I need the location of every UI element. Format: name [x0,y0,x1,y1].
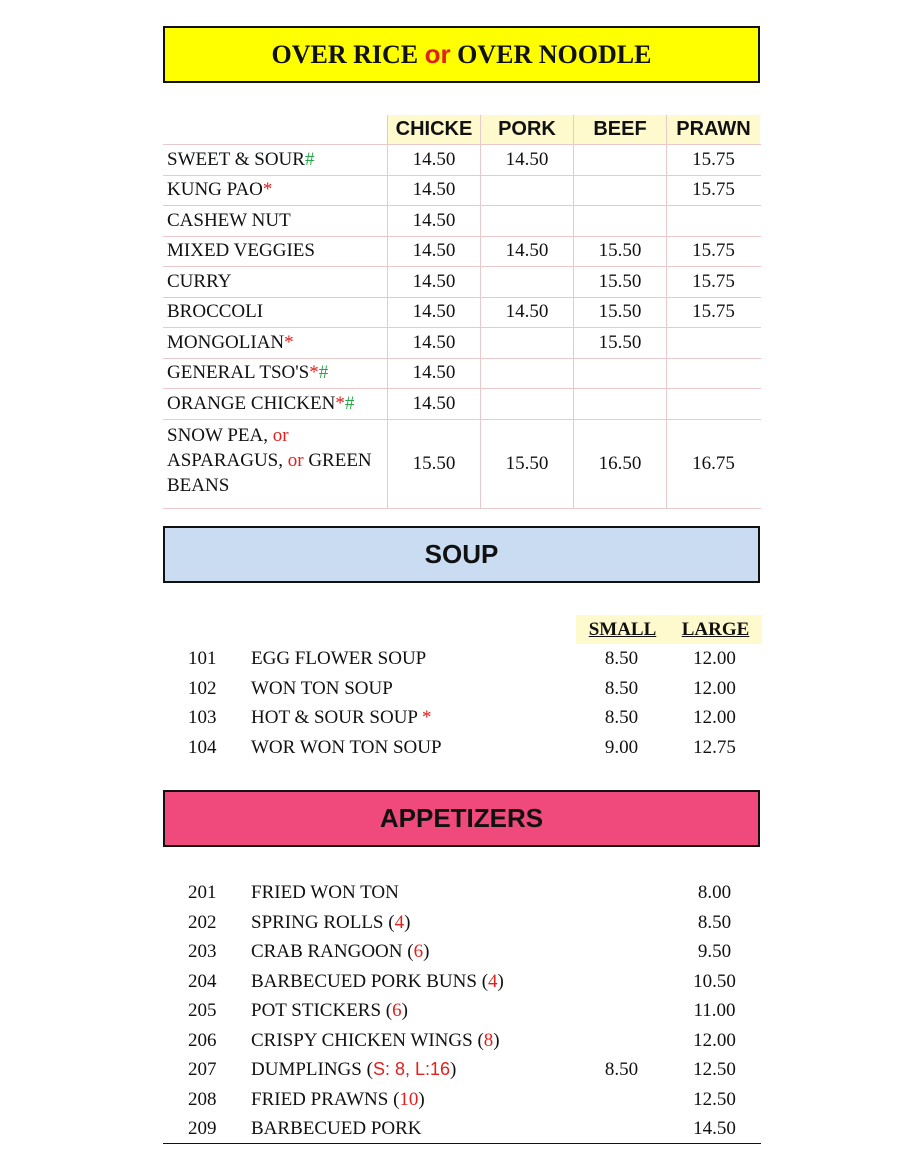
price-prawn: 15.75 [692,301,735,323]
table-row [163,206,761,237]
table-row [163,359,761,390]
item-name: BARBECUED PORK BUNS (4) [251,970,504,992]
item-name: FRIED WON TON [251,882,399,903]
appetizer-item [163,1030,761,1059]
soup-banner [163,526,760,583]
price-prawn [667,206,760,236]
item-number: 203 [188,941,217,962]
price: 9.50 [697,941,732,962]
soup-title: SOUP [424,539,499,569]
price-beef [574,389,667,419]
item-name: DUMPLINGS (S: 8, L:16) [251,1059,457,1080]
price-prawn: 15.75 [692,240,735,262]
item-name: HOT & SOUR SOUP * [251,707,432,728]
item-number: 202 [188,911,217,933]
price-pork: 15.50 [481,420,574,508]
soup-size-header [576,615,762,644]
price: 10.50 [693,970,736,992]
price-chicken: 14.50 [388,267,481,297]
appetizer-item [163,912,761,941]
price-chicken: 14.50 [388,359,481,389]
item-number: 102 [188,677,217,699]
price: 12.50 [693,1059,736,1080]
price-large: 12.00 [693,707,736,728]
appetizer-item [163,1000,761,1029]
item-number: 201 [188,882,217,903]
item-name: WON TON SOUP [251,677,393,699]
price-large: 12.00 [693,677,736,699]
item-number: 207 [188,1059,217,1080]
price-pork [481,206,574,236]
price-chicken: 14.50 [388,145,481,175]
price-small: 9.00 [604,736,639,758]
price: 12.00 [693,1029,736,1051]
dish-name: KUNG PAO * [163,176,388,206]
dish-name: CURRY [163,267,388,297]
price-chicken: 14.50 [388,176,481,206]
appetizer-item [163,971,761,1000]
header-large: LARGE [681,618,750,640]
price-beef [574,359,667,389]
item-number: 101 [188,648,217,669]
price-chicken: 14.50 [388,298,481,328]
dish-name: ORANGE CHICKEN * # [163,389,388,419]
appetizers-banner [163,790,760,847]
price-small: 8.50 [604,648,639,669]
table-row [163,420,761,509]
table-row [163,328,761,359]
price: 14.50 [693,1118,736,1139]
price-prawn [667,328,760,358]
price: 8.00 [697,882,732,903]
price-chicken: 14.50 [388,328,481,358]
header-blank [163,115,388,144]
soup-item [163,678,761,707]
price-beef: 15.50 [574,298,667,328]
price-beef: 15.50 [574,328,667,358]
price-beef [574,176,667,206]
item-name: WOR WON TON SOUP [251,736,442,758]
header-beef: BEEF [574,115,667,144]
item-number: 209 [188,1118,217,1139]
price: 12.50 [693,1088,736,1110]
header-prawn: PRAWN [667,115,760,144]
item-name: SPRING ROLLS (4) [251,911,411,933]
table-header-row [163,115,761,145]
header-pork: PORK [481,115,574,144]
appetizers-title: APPETIZERS [379,803,544,833]
divider [163,1143,761,1144]
item-name: CRISPY CHICKEN WINGS (8) [251,1029,500,1051]
price: 11.00 [693,1000,736,1021]
price-chicken: 14.50 [388,206,481,236]
table-row [163,389,761,420]
item-number: 204 [188,970,217,992]
price-prawn: 15.75 [692,179,735,201]
price-beef: 15.50 [574,237,667,267]
soup-item [163,648,761,677]
item-name: EGG FLOWER SOUP [251,648,427,669]
dish-name: GENERAL TSO'S * # [163,359,388,389]
price-small: 8.50 [604,677,639,699]
table-row [163,145,761,176]
item-name: CRAB RANGOON (6) [251,941,430,962]
price-prawn: 15.75 [692,148,735,170]
table-row [163,237,761,268]
table-row [163,267,761,298]
item-number: 104 [188,736,217,758]
appetizer-item [163,1059,761,1088]
price-chicken: 15.50 [388,420,481,508]
table-spacer [163,86,761,116]
item-number: 208 [188,1088,217,1110]
dish-name: MONGOLIAN * [163,328,388,358]
item-number: 206 [188,1029,217,1051]
dish-name: MIXED VEGGIES [163,237,388,267]
price-prawn: 16.75 [692,452,735,474]
price-chicken: 14.50 [388,237,481,267]
dish-name: SWEET & SOUR # [163,145,388,175]
price-small: 8.50 [604,707,639,728]
appetizer-item [163,882,761,911]
price-prawn: 15.75 [692,270,735,292]
price-chicken: 14.50 [388,389,481,419]
dish-name: SNOW PEA, or ASPARAGUS, or GREEN BEANS [163,420,388,508]
price-beef [574,206,667,236]
over-rice-banner [163,26,760,83]
price-prawn [667,389,760,419]
price-pork: 14.50 [481,298,574,328]
price-pork [481,176,574,206]
price-pork: 14.50 [481,145,574,175]
price-pork [481,267,574,297]
price: 8.50 [697,911,732,933]
header-small: SMALL [588,618,657,640]
price-pork [481,389,574,419]
soup-item [163,707,761,736]
price-large: 12.75 [693,736,736,758]
item-name: BARBECUED PORK [251,1118,422,1139]
table-row [163,176,761,207]
price-pork [481,359,574,389]
item-name: POT STICKERS (6) [251,1000,408,1021]
price-beef: 16.50 [574,420,667,508]
price-large: 12.00 [693,648,736,669]
price-pork [481,328,574,358]
price-prawn [667,359,760,389]
dish-name: BROCCOLI [163,298,388,328]
soup-item [163,737,761,766]
item-name: FRIED PRAWNS (10) [251,1088,425,1110]
appetizer-item [163,941,761,970]
dish-name: CASHEW NUT [163,206,388,236]
price-beef: 15.50 [574,267,667,297]
appetizer-item [163,1089,761,1118]
table-row [163,298,761,329]
over-rice-title: OVER RICE or OVER NOODLE [271,39,652,69]
item-number: 103 [188,707,217,728]
item-number: 205 [188,1000,217,1021]
header-chicken: CHICKE [388,115,481,144]
price-beef [574,145,667,175]
price-pork: 14.50 [481,237,574,267]
over-rice-table [163,115,761,509]
price-small: 8.50 [604,1059,639,1080]
